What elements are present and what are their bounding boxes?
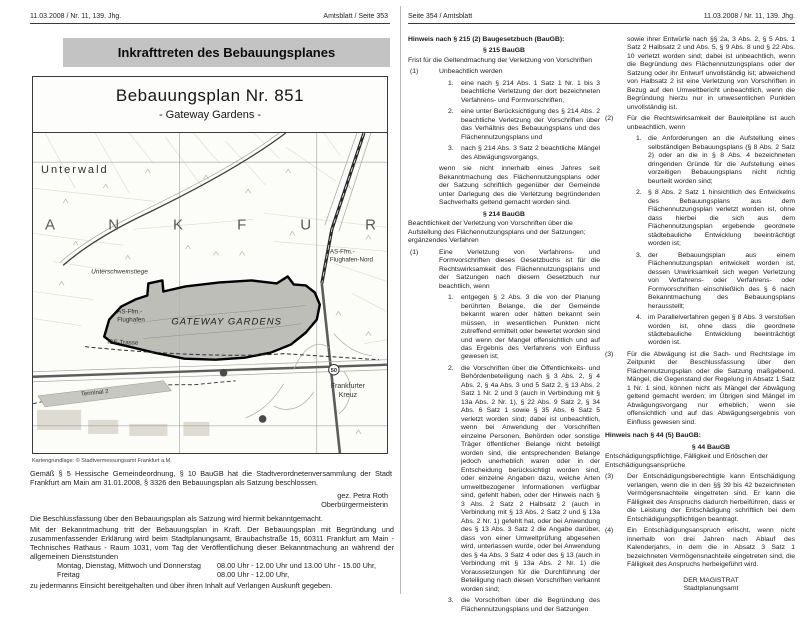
paragraph-text: § 8 Abs. 2 Satz 1 hinsichtlich des Entwickelns des Bebauungsplans aus dem Flächennutzungsplan verletzt worden ist, ohne dass hierbei die sich aus dem Flächennutzungsplan ergebende geordnete städtebauliche Entwicklung beeinträchtigt worden ist; [648, 189, 795, 248]
map-label-unterwald: Unterwald [41, 164, 109, 177]
legal-paragraph [448, 80, 600, 105]
legal-paragraph [605, 453, 795, 470]
paragraph-text: Ein Entschädigungsanspruch erlischt, wenn nicht innerhalb von drei Jahren nach Ablauf des Kalenderjahrs, in dem die in Absatz 3 Satz 1 bezeichneten Vermögensnachteile eingetreten sind, die Fälligkeit des Anspruchs herbeigeführt wird. [627, 527, 795, 569]
legal-paragraph [448, 365, 600, 594]
junction-shield-icon [220, 369, 228, 377]
map-credit: Kartengrundlage: © Stadtvermessungsamt Frankfurt a.M. [32, 458, 172, 464]
page-header-title: Amtsblatt / Seite 353 [323, 13, 388, 20]
paragraph-text: Hinweis nach § 44 (5) BauGB: [605, 432, 701, 440]
availability-paragraph: Mit der Bekanntmachung tritt der Bebauungsplan in Kraft. Der Bebauungsplan mit Begründung und zusammenfassender Erklärung wird beim Stadtplanungsamt, Braubachstraße 15, 60311 Frankfurt am Main - Technisches Rathaus - Raum 1031, vom Tag der Veröffentlichung dieser Bekanntmachung an während der allgemeinen Dienststunden [30, 525, 394, 561]
legal-paragraph [408, 57, 600, 65]
legal-paragraph [605, 115, 795, 132]
paragraph-text: die Vorschriften über die Begründung des Flächennutzungsplans und der Satzungen [461, 597, 600, 613]
legal-paragraph [605, 473, 795, 524]
section-heading [627, 444, 795, 452]
legal-paragraph [408, 165, 600, 207]
legal-paragraph [636, 189, 795, 248]
page-left-353 [0, 0, 400, 600]
paragraph-number: (3) [605, 350, 614, 358]
list-number: 3. [636, 251, 642, 259]
paragraph-text: Beachtlichkeit der Verletzung von Vorschriften über die Aufstellung des Flächennutzungsplans und der Satzungen; ergänzendes Verfahren [408, 220, 586, 245]
map-label-exit-north-1: AS-Ffm.- [329, 248, 355, 256]
junction-number: 50 [330, 368, 337, 375]
page-header-date: 11.03.2008 / Nr. 11, 139. Jhg. [30, 13, 122, 20]
paragraph-text: wenn sie nicht innerhalb eines Jahres seit Bekanntmachung des Flächennutzungsplans oder der Satzung schriftlich gegenüber der Gemeinde unter Darlegung des die Verletzung begründenden Sachverhalts geltend gemacht worden sind. [439, 165, 600, 207]
legal-paragraph [636, 314, 795, 348]
legal-paragraph [448, 145, 600, 162]
signature-block [321, 492, 388, 510]
section-heading [408, 47, 600, 55]
resolution-paragraph: Gemäß § 5 Hessische Gemeindeordnung, § 10 BauGB hat die Stadtverordnetenversammlung der Stadt Frankfurt am Main am 31.01.2008, § 3326 den Bebauungsplan als Satzung beschlossen. [30, 469, 392, 487]
hours-times: 08.00 Uhr - 12.00 Uhr, [217, 570, 290, 580]
list-number: 4. [636, 314, 642, 322]
paragraph-text: DER MAGISTRAT [683, 576, 739, 584]
opening-hours [57, 561, 376, 580]
map-label-as-ffm-2: Flughafen [117, 316, 145, 324]
paragraph-text: § 44 BauGB [691, 443, 731, 451]
paragraph-number: (4) [605, 527, 614, 535]
list-number: 2. [636, 189, 642, 197]
paragraph-text: Eine Verletzung von Verfahrens- und Formvorschriften dieses Gesetzbuchs ist für die Rechtswirksamkeit des Flächennutzungsplans und der Satzungen nach diesem Gesetzbuch nur beachtlich, wenn [439, 248, 600, 290]
map-label-terminal2: Terminal 2 [80, 388, 109, 398]
paragraph-number: (2) [605, 115, 614, 123]
paragraph-text: entgegen § 2 Abs. 3 die von der Planung berührten Belange, die der Gemeinde bekannt waren oder hätten bekannt sein müssen, in wesentlichen Punkten nicht zutreffend ermittelt oder bewertet worden sind und wenn der Mangel offensichtlich und auf das Ergebnis des Verfahrens von Einfluss gewesen ist; [461, 294, 600, 361]
map-label-frankfurt-letters: A N K F U R [45, 216, 376, 234]
section-heading [408, 211, 600, 219]
paragraph-text: eine nach § 214 Abs. 1 Satz 1 Nr. 1 bis 3 beachtliche Verletzung der dort bezeichneten Verfahrens- und Formvorschriften, [461, 79, 600, 104]
paragraph-text: der Bebauungsplan aus einem Flächennutzungsplan entwickelt worden ist, dessen Unwirksamkeit sich wegen Verletzung von Verfahrens- oder Verfahrens- oder Formvorschriften einschließlich des § 6 nach Bekanntmachung des Bebauungsplans herausstellt; [648, 251, 795, 310]
page-right-354 [400, 0, 800, 613]
paragraph-text: die Anforderungen an die Aufstellung eines selbständigen Bebauungsplans (§ 8 Abs. 2 Satz 2) oder an die in § 8 Abs. 4 bezeichneten dringenden Gründe für die Aufstellung eines vorzeitigen Bebauungsplans nicht richtig beurteilt worden sind; [648, 135, 795, 185]
paragraph-text: Der Entschädigungsberechtigte kann Entschädigung verlangen, wenn die in den §§ 39 bis 42 bezeichneten Vermögensnachteile eingetreten sind. Er kann die Fälligkeit des Anspruchs dadurch herbeiführen, dass er die Leistung der Entschädigung schriftlich bei dem Entschädigungspflichtigen beantragt. [627, 473, 795, 523]
paragraph-text: sowie ihrer Entwürfe nach §§ 2a, 3 Abs. 2, § 5 Abs. 1 Satz 2 Halbsatz 2 und Abs. 5, § 9 Abs. 8 und § 22 Abs. 10 verletzt worden sind; dabei ist unbeachtlich, wenn die Begründung des Flächennutzungsplans oder der Satzung oder ihr Entwurf unvollständig ist; abweichend von Halbsatz 2 ist eine Verletzung von Vorschriften in Bezug auf den Umweltbericht unbeachtlich, wenn die Begründung hierzu nur in unwesentlichen Punkten unvollständig ist. [627, 36, 795, 111]
hours-days: Montag, Dienstag, Mittwoch und Donnerstag [57, 561, 201, 570]
city-map [33, 133, 387, 453]
map-label-ice-trasse: ICE-Trasse [107, 338, 139, 347]
legal-paragraph [448, 294, 600, 362]
list-number: 1. [636, 135, 642, 143]
paragraph-number: (3) [605, 473, 614, 481]
header-rule [30, 23, 390, 24]
paragraph-text: Entschädigungspflichtige, Fälligkeit und Erlöschen der Entschädigungsansprüche [605, 453, 768, 469]
header-rule [408, 23, 795, 24]
list-number: 2. [448, 364, 454, 372]
legal-paragraph [408, 249, 600, 291]
page-header-date: 11.03.2008 / Nr. 11, 139. Jhg. [703, 13, 795, 20]
paragraph-text: Für die Abwägung ist die Sach- und Rechtslage im Zeitpunkt der Beschlussfassung über den Flächennutzungsplan oder die Satzung maßgebend. Mängel, die Gegenstand der Regelung in Absatz 1 Satz 1 Nr. 1 sind, können nicht als Mängel der Abwägung geltend gemacht werden; im Übrigen sind Mängel im Abwägungsvorgang nur erheblich, wenn sie offensichtlich und auf das Abwägungsergebnis von Einfluss gewesen sind. [627, 350, 795, 426]
paragraph-text: § 214 BauGB [483, 210, 525, 218]
paragraph-text: nach § 214 Abs. 3 Satz 2 beachtliche Mängel des Abwägungsvorgangs, [461, 145, 600, 161]
map-label-kreuz-2: Kreuz [338, 391, 358, 399]
legal-paragraph [636, 252, 795, 311]
legal-paragraph [627, 577, 795, 585]
map-canvas [33, 132, 387, 453]
legal-paragraph [448, 108, 600, 142]
map-title: Bebauungsplan Nr. 851 [115, 86, 305, 105]
hours-row [57, 570, 376, 579]
page-header-title: Seite 354 / Amtsblatt [408, 13, 473, 20]
map-label-as-ffm-1: AS-Ffm.- [117, 308, 143, 316]
legal-text-column-2 [605, 36, 795, 594]
legal-paragraph [605, 527, 795, 569]
signature-name: gez. Petra Roth [337, 491, 388, 500]
paragraph-text: die Vorschriften über die Öffentlichkeits- und Behördenbeteiligung nach § 3 Abs. 2, § 4 Abs. 2, § 4a Abs. 3 und 5 Satz 2, § 13 Abs. 2 Satz 1 Nr. 2 und 3 (auch in Verbindung mit § 13a Abs. 2 Nr. 1), § 22 Abs. 9 Satz 2, § 34 Abs. 6 Satz 1 sowie § 35 Abs. 6 Satz 5 verletzt worden sind; dabei ist unbeachtlich, wenn bei Anwendung der Vorschriften einzelne Personen, Behörden oder sonstige Träger öffentlicher Belange nicht beteiligt worden sind, die entsprechenden Belange jedoch unerheblich waren oder in der Entscheidung berücksichtigt worden sind, oder einzelne Angaben dazu, welche Arten umweltbezogener Informationen verfügbar sind, gefehlt haben, oder der Hinweis nach § 3 Abs. 2 Satz 2 Halbsatz 2 (auch in Verbindung mit § 13 Abs. 2 Satz 2 und § 13a Abs. 2 Nr. 1) gefehlt hat, oder bei Anwendung des § 13 Abs. 3 Satz 2 die Angabe darüber, dass von einer Umweltprüfung abgesehen wird, unterlassen wurde, oder bei Anwendung des § 4a Abs. 3 Satz 4 oder des § 13 (auch in Verbindung mit § 13a Abs. 2 Nr. 1) die Voraussetzungen für die Durchführung der Beteiligung nach diesen Vorschriften verkannt worden sind; [461, 364, 600, 593]
hours-days: Freitag [57, 570, 80, 580]
map-label-exit-north-2: Flughafen-Nord [329, 256, 373, 264]
legal-paragraph [627, 36, 795, 112]
section-heading [408, 36, 600, 44]
list-number: 2. [448, 108, 454, 116]
paragraph-number: (1) [410, 68, 419, 76]
legal-paragraph [605, 350, 795, 427]
paragraph-text: eine unter Berücksichtigung des § 214 Abs. 2 beachtliche Verletzung der Vorschriften über das Verhältnis des Bebauungsplans und des Flächennutzungsplans und [461, 108, 600, 141]
legal-paragraph [627, 585, 795, 593]
section-heading [605, 432, 795, 440]
article-title: Inkrafttreten des Bebauungsplanes [63, 38, 390, 67]
map-figure [32, 76, 388, 454]
paragraph-number: (1) [410, 248, 419, 256]
legal-paragraph [636, 135, 795, 186]
hours-times: 08.00 Uhr - 12.00 Uhr und 13.00 Uhr - 15.00 Uhr, [217, 561, 377, 570]
paragraph-text: Hinweis nach § 215 (2) Baugesetzbuch (BauGB): [408, 36, 565, 43]
list-number: 3. [448, 145, 454, 153]
paragraph-text: im Parallelverfahren gegen § 8 Abs. 3 verstoßen worden ist, ohne dass die geordnete städtebauliche Entwicklung beeinträchtigt worden ist. [648, 314, 795, 347]
paragraph-text: Unbeachtlich werden [439, 68, 503, 76]
map-label-gateway-gardens: GATEWAY GARDENS [171, 316, 282, 328]
list-number: 3. [448, 597, 454, 605]
paragraph-text: Für die Rechtswirksamkeit der Bauleitpläne ist auch unbeachtlich, wenn [627, 115, 795, 131]
legal-text-column-1 [408, 36, 600, 617]
closing-paragraph: zu jedermanns Einsicht bereitgehalten und über ihren Inhalt auf Verlangen Auskunft gegeben. [30, 581, 333, 590]
paragraph-text: § 215 BauGB [483, 47, 525, 55]
paragraph-text: Stadtplanungsamt [683, 585, 739, 593]
list-number: 1. [448, 79, 454, 87]
legal-paragraph [408, 220, 600, 245]
announcement-paragraph: Die Beschlussfassung über den Bebauungsplan als Satzung wird hiermit bekanntgemacht. [30, 514, 323, 523]
map-subtitle: - Gateway Gardens - [158, 109, 262, 121]
signature-title: Oberbürgermeisterin [321, 499, 388, 509]
list-number: 1. [448, 294, 454, 302]
hours-row [57, 561, 376, 570]
legal-paragraph [408, 68, 600, 76]
map-label-unterschweinstiege: Unterschweinstiege [91, 268, 148, 276]
map-label-kreuz-1: Frankfurter [330, 382, 366, 390]
junction-shield-icon [259, 415, 267, 423]
paragraph-text: Frist für die Geltendmachung der Verletzung von Vorschriften [408, 56, 592, 64]
